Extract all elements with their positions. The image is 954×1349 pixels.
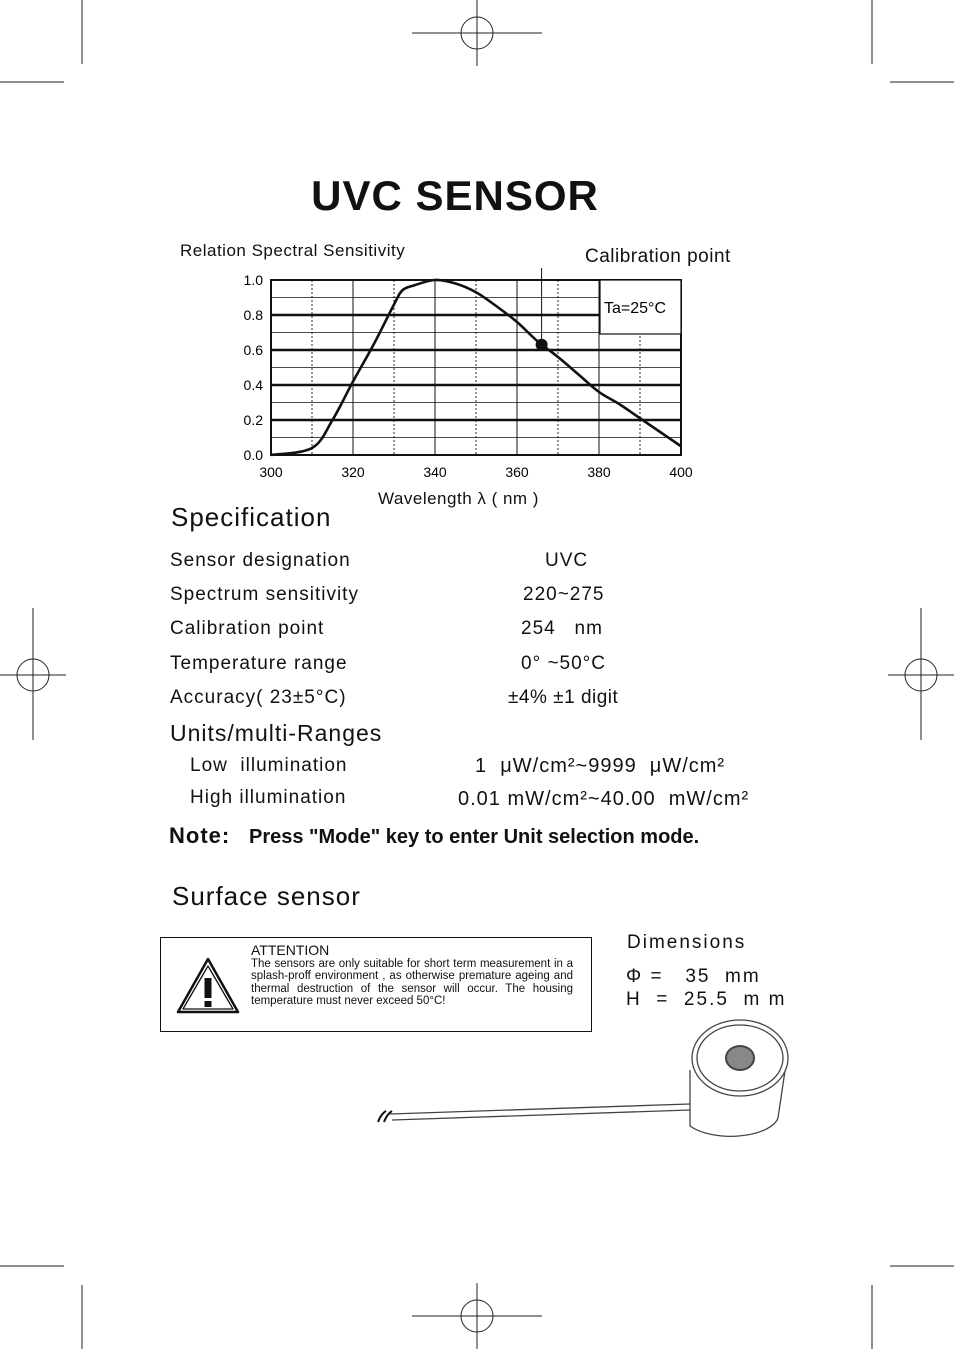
range-value-high: 0.01 mW/cm²~40.00 mW/cm² <box>458 788 750 810</box>
y-tick-label: 0.0 <box>243 447 263 463</box>
spec-value-accuracy: ±4% ±1 digit <box>508 687 619 708</box>
y-tick-label: 0.6 <box>243 342 263 358</box>
attention-title: ATTENTION <box>251 942 330 958</box>
y-tick-label: 0.4 <box>243 377 263 393</box>
chart-callout-label: Calibration point <box>585 246 731 267</box>
spec-label-temperature: Temperature range <box>170 653 348 674</box>
spec-label-calibration: Calibration point <box>170 618 325 639</box>
spec-value-temperature: 0° ~50°C <box>521 653 606 674</box>
spec-value-sensor: UVC <box>545 550 589 571</box>
units-heading: Units/multi-Ranges <box>170 720 383 746</box>
x-tick-label: 380 <box>587 464 611 480</box>
spec-label-sensor: Sensor designation <box>170 550 351 571</box>
note-key: Note: <box>169 823 231 848</box>
y-tick-label: 0.8 <box>243 307 263 323</box>
warning-icon <box>175 956 241 1016</box>
range-label-low: Low illumination <box>190 755 348 776</box>
sensor-probe-illustration <box>370 1018 800 1158</box>
attention-text: The sensors are only suitable for short term measurement in a splash-proff environment , as otherwise premature ageing and thermal destruction of the sensor will occur. The housing temperature must never exceed 50°C! <box>251 958 573 1007</box>
spec-label-spectrum: Spectrum sensitivity <box>170 584 359 605</box>
range-value-low: 1 μW/cm²~9999 μW/cm² <box>475 755 726 777</box>
chart-y-title: Relation Spectral Sensitivity <box>180 241 406 260</box>
surface-heading: Surface sensor <box>172 881 361 911</box>
spec-label-accuracy: Accuracy( 23±5°C) <box>170 687 347 708</box>
y-tick-label: 0.2 <box>243 412 263 428</box>
sensor-window <box>726 1046 754 1070</box>
note-text: Press "Mode" key to enter Unit selection mode. <box>249 826 700 848</box>
x-tick-label: 300 <box>259 464 283 480</box>
dimension-diameter: Φ = 35 mm <box>626 966 761 987</box>
x-tick-label: 320 <box>341 464 365 480</box>
specification-heading: Specification <box>171 502 332 532</box>
page-title: UVC SENSOR <box>311 172 599 219</box>
x-tick-label: 340 <box>423 464 447 480</box>
y-tick-label: 1.0 <box>243 272 263 288</box>
spectral-chart <box>230 268 700 488</box>
dimensions-title: Dimensions <box>627 932 747 953</box>
spec-value-calibration: 254 nm <box>521 618 603 639</box>
x-tick-label: 400 <box>669 464 693 480</box>
x-tick-label: 360 <box>505 464 529 480</box>
condition-label: Ta=25°C <box>604 300 666 317</box>
dimension-height: H = 25.5 m m <box>626 989 787 1010</box>
chart-x-title: Wavelength λ ( nm ) <box>378 489 539 508</box>
spec-value-spectrum: 220~275 <box>523 584 605 605</box>
calibration-marker <box>536 339 548 351</box>
range-label-high: High illumination <box>190 787 347 808</box>
